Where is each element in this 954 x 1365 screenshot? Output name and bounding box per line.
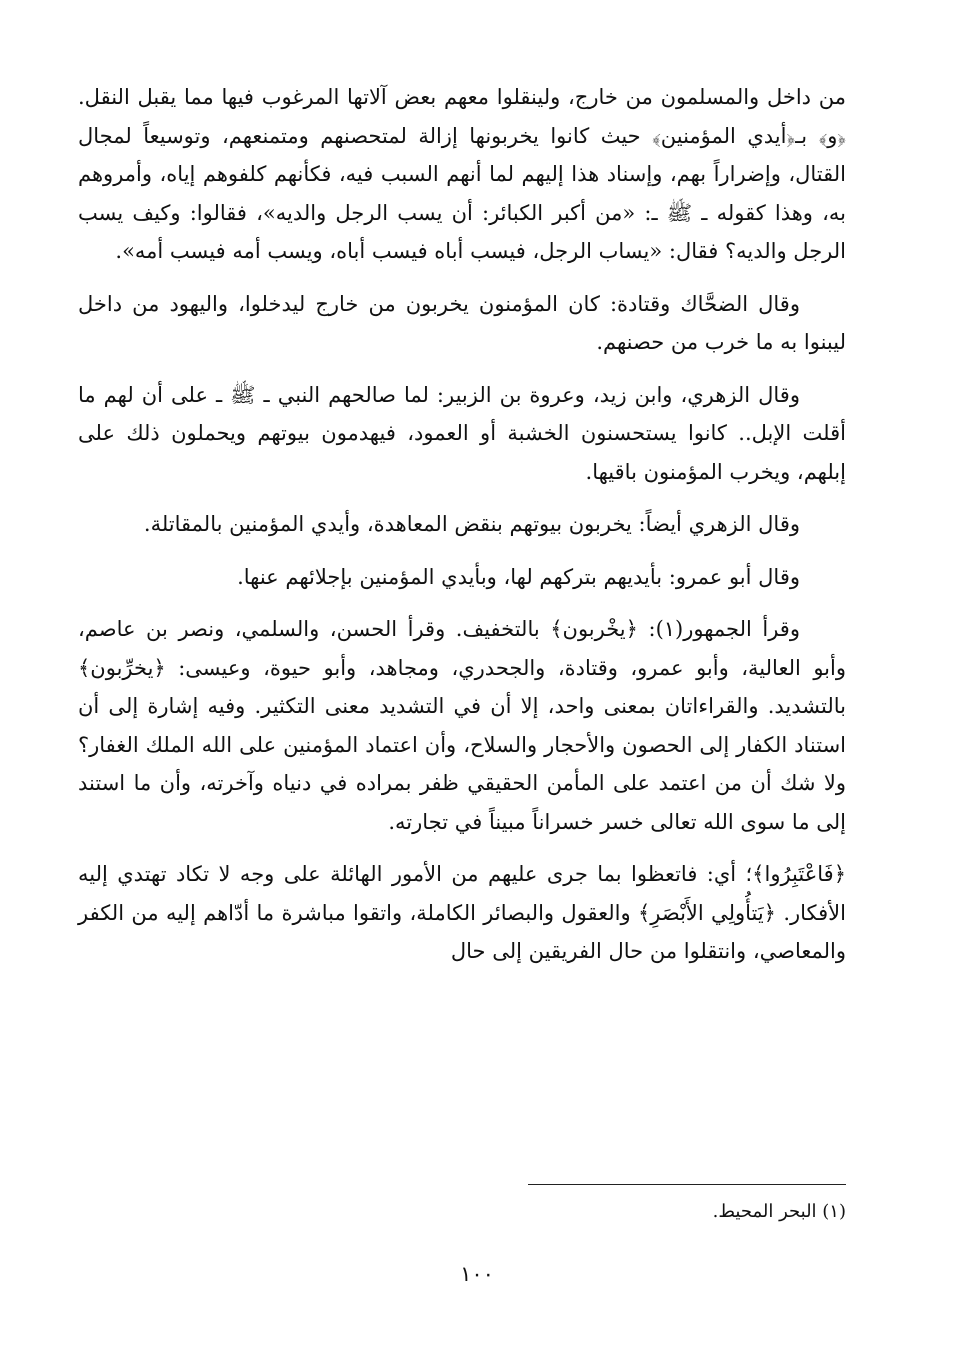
paragraph-abu-amr: وقال أبو عمرو: بأيديهم بتركهم لها، وبأيدي المؤمنين بإجلائهم عنها. (237, 564, 800, 589)
paragraph-fa-tabiru: ﴿فَاعْتَبِرُوا﴾؛ أي: فاتعظوا بما جرى عليهم من الأمور الهائلة على وجه لا تكاد تهتدي إليه الأفكار. ﴿يَتأُولِي الأَبْصَرِ﴾ والعقول والبصائر الكاملة، واتقوا مباشرة ما أدّاهم إليه من الكفر والمعاصي، وانتقلوا من حال الفريقين إلى حال (78, 862, 846, 963)
footnote: (١) البحر المحيط. (712, 1201, 846, 1222)
paragraph-zuhri-also: وقال الزهري أيضاً: يخربون بيوتهم بنقض المعاهدة، وأيدي المؤمنين بالمقاتلة. (143, 512, 800, 536)
footnote-divider (528, 1184, 846, 1185)
paragraph-zuhri: وقال الزهري، وابن زيد، وعروة بن الزبير: لما صالحهم النبي ـ ﷺ ـ على أن لهم ما أقلت الإبل.. كانوا يستحسنون الخشبة أو العمود، فيهدمون بيوتهم ويحملون ذلك على إبلهم، ويخرب المؤمنون باقيها. (78, 382, 846, 484)
paragraph-readings: وقرأ الجمهور(١): ﴿يخْربون﴾ بالتخفيف. وقرأ الحسن، والسلمي، ونصر بن عاصم، وأبو العالية، وأبو عمرو، وقتادة، والجحدري، ومجاهد، وأبو حيوة، وعيسى: ﴿يخرِّبون﴾ بالتشديد. والقراءاتان بمعنى واحد، إلا أن في التشديد معنى التكثير. وفيه إشارة إلى أن استناد الكفار إلى الحصون والأحجار والسلاح، وأن اعتماد المؤمنين على الله الملك الغفار؟ ولا شك أن من اعتمد على المأمن الحقيقي ظفر بمراده في دنياه وآخرته، وأن ما استند إلى ما سوى الله تعالى خسر خسراناً مبيناً في تجارته. (78, 617, 846, 834)
paragraph-dahhak: وقال الضحَّاك وقتادة: كان المؤمنون يخربون من خارج ليدخلوا، واليهود من داخل ليبنوا به ما خرب من حصنهم. (78, 291, 846, 354)
page-body (78, 78, 846, 985)
page-number: ١٠٠ (460, 1262, 494, 1286)
paragraph-continuation: من داخل والمسلمون من خارج، ولينقلوا معهم بعض آلاتها المرغوب فيها مما يقبل النقل. ﴿و﴾ بـ﴿أيدي المؤمنين﴾ حيث كانوا يخربونها إزالة لمتحصنهم ومتمنعهم، وتوسيعاً لمجال القتال، وإضراراً بهم، وإسناد هذا إليهم لما أنهم السبب فيه، فكأنهم كلفوهم إياه، وأمروهم به، وهذا كقوله ـ ﷺ ـ: «من أكبر الكبائر: أن يسب الرجل والديه»، فقالوا: وكيف يسب الرجل والديه؟ فقال: «يساب الرجل، فيسب أباه فيسب أباه، ويسب أمه فيسب أمه». (78, 85, 846, 263)
